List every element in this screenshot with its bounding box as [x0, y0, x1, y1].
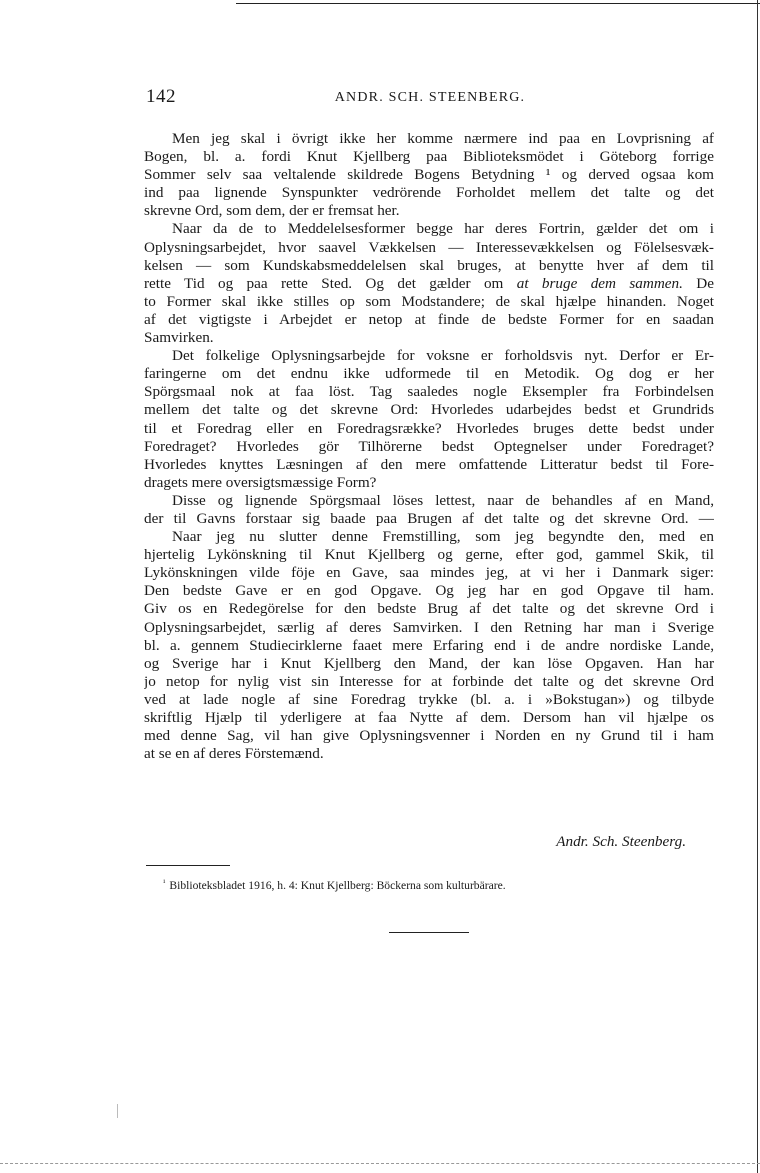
right-page-edge-rule	[757, 0, 758, 1173]
text-line-content: Lykönskningen vilde föje en Gave, saa mindes jeg, at vi her i Danmark siger:	[144, 564, 714, 582]
text-line	[144, 510, 714, 528]
text-line	[144, 383, 714, 401]
text-line	[144, 184, 714, 202]
text-line-content: Samvirken.	[144, 329, 214, 347]
top-page-edge-rule	[236, 3, 760, 4]
text-line	[144, 546, 714, 564]
text-line	[144, 564, 714, 582]
text-line-content: med denne Sag, vil han give Oplysningsvenner i Norden en ny Grund til i ham	[144, 727, 714, 745]
text-line	[144, 709, 714, 727]
text-line	[144, 673, 714, 691]
body-text	[144, 130, 714, 763]
text-line	[144, 347, 714, 365]
page-number: 142	[146, 86, 176, 107]
text-line-content: ved at lade nogle af sine Foredrag trykke (bl. a. i »Bokstugan») og tilbyde	[144, 690, 714, 708]
text-line	[144, 600, 714, 618]
text-line	[144, 401, 714, 419]
running-head: ANDR. SCH. STEENBERG.	[334, 90, 526, 105]
page-header	[146, 86, 714, 110]
text-line	[144, 637, 714, 655]
author-signature: Andr. Sch. Steenberg.	[556, 833, 686, 850]
text-line	[144, 420, 714, 438]
text-line	[144, 528, 714, 546]
text-line-content: dragets mere oversigtsmæssige Form?	[144, 473, 377, 491]
text-line-content: Oplysningsarbejdet, hvor saavel Vækkelsen — Interessevækkelsen og Fölelsesvæk-	[144, 238, 714, 256]
text-line	[144, 727, 714, 745]
text-line-content: Den bedste Gave er en god Opgave. Og jeg har en god Opgave til ham.	[144, 582, 714, 600]
text-line-content: Oplysningsarbejdet, særlig af deres Samvirken. I den Retning har man i Sverige	[144, 618, 714, 636]
bottom-page-edge-rule	[0, 1163, 760, 1164]
text-line-content: skriftlig Hjælp til yderligere at faa Nytte af dem. Dersom han vil hjælpe os	[144, 709, 714, 726]
text-line	[144, 438, 714, 456]
text-line-content: til et Foredrag eller en Foredragsrække? Hvorledes bruges dette bedst under	[144, 419, 714, 437]
text-line	[144, 148, 714, 166]
text-line-content: hjertelig Lykönskning til Knut Kjellberg og gerne, efter god, gammel Skik, til	[144, 546, 714, 564]
text-line-content: Spörgsmaal nok at faa löst. Tag saaledes nogle Eksempler fra Forbindelsen	[144, 383, 714, 401]
text-line	[144, 582, 714, 600]
text-line	[144, 130, 714, 148]
text-line-content: Naar da de to Meddelelsesformer begge har deres Fortrin, gælder det om i	[172, 220, 714, 238]
footnote	[163, 878, 703, 892]
footnote-marker: ¹	[163, 878, 166, 887]
text-line-content: at se en af deres Förstemænd.	[144, 745, 324, 763]
text-line	[144, 311, 714, 329]
footnote-text: Biblioteksbladet 1916, h. 4: Knut Kjellberg: Böckerna som kulturbärare.	[169, 879, 506, 892]
text-line-content: mellem det talte og det skrevne Ord: Hvorledes udarbejdes bedst et Grundrids	[144, 401, 714, 419]
text-line	[144, 655, 714, 673]
margin-mark	[117, 1104, 118, 1118]
footnote-separator	[146, 865, 230, 866]
text-line-content: Men jeg skal i övrigt ikke her komme nærmere ind paa en Lovprisning af	[172, 130, 714, 147]
text-line-content: Giv os en Redegörelse for den bedste Brug af det talte og det skrevne Ord i	[144, 600, 714, 618]
text-line-content: Foredraget? Hvorledes gör Tilhörerne bedst Optegnelser under Foredraget?	[144, 437, 714, 455]
text-line-content: af det vigtigste i Arbejdet er netop at finde de bedste Former for en saadan	[144, 310, 714, 328]
text-line	[144, 275, 714, 293]
text-line-content: Naar jeg nu slutter denne Fremstilling, som jeg begyndte den, med en	[172, 528, 714, 546]
text-line	[144, 166, 714, 184]
text-line-content: der til Gavns forstaar sig baade paa Brugen af det talte og det skrevne Ord. —	[144, 509, 714, 527]
text-line-content: Disse og lignende Spörgsmaal löses lettest, naar de behandles af en Mand,	[172, 491, 714, 509]
text-line-content: ind paa lignende Synspunkter vedrörende Forholdet mellem det talte og det	[144, 184, 714, 202]
text-line	[144, 239, 714, 257]
text-line	[144, 257, 714, 275]
text-line-content: to Former skal ikke stilles op som Modstandere; de skal hjælpe hinanden. Noget	[144, 292, 714, 310]
text-line-content: Hvorledes knyttes Læsningen af den mere omfattende Litteratur bedst til Fore-	[144, 455, 714, 473]
text-line-content: og Sverige har i Knut Kjellberg den Mand, der kan löse Opgaven. Han har	[144, 654, 714, 672]
text-line	[144, 474, 714, 492]
text-line	[144, 745, 714, 763]
text-line-content: jo netop for nylig vist sin Interesse for at forbinde det talte og det skrevne Ord	[144, 672, 714, 690]
text-line	[144, 329, 714, 347]
text-line	[144, 202, 714, 220]
text-line	[144, 492, 714, 510]
text-line-content: faringerne om det endnu ikke udformede til en Metodik. Og dog er her	[144, 365, 714, 383]
text-line-content: kelsen — som Kundskabsmeddelelsen skal bruges, at benytte hver af dem til	[144, 256, 714, 274]
text-line	[144, 456, 714, 474]
text-line	[144, 365, 714, 383]
text-line	[144, 691, 714, 709]
emphasized-text: at bruge dem sammen.	[516, 274, 683, 292]
text-line	[144, 220, 714, 238]
end-of-article-rule	[389, 932, 469, 933]
text-line-tail: De	[682, 274, 714, 292]
text-line	[144, 293, 714, 311]
text-line-content: skrevne Ord, som dem, der er fremsat her.	[144, 202, 400, 220]
text-line-content: rette Tid og paa rette Sted. Og det gælder om	[144, 274, 504, 292]
text-line-content: Bogen, bl. a. fordi Knut Kjellberg paa Biblioteksmödet i Göteborg forrige	[144, 148, 714, 166]
text-line-content: Sommer selv saa veltalende skildrede Bogens Betydning ¹ og derved ogsaa kom	[144, 166, 714, 184]
text-line-content: bl. a. gennem Studiecirklerne faaet mere Erfaring end i de andre nordiske Lande,	[144, 636, 714, 654]
text-line-content: Det folkelige Oplysningsarbejde for voksne er forholdsvis nyt. Derfor er Er-	[172, 347, 714, 365]
text-line	[144, 619, 714, 637]
